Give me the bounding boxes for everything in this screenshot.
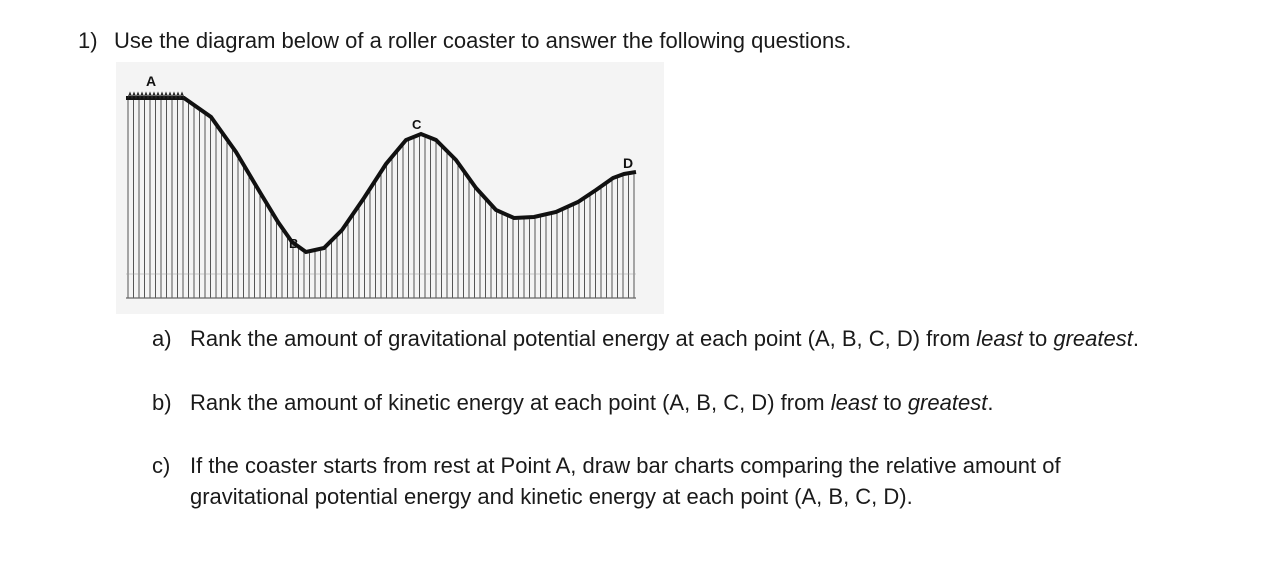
part-b [152, 387, 993, 418]
point-b-label: B [289, 236, 299, 251]
part-b-period: . [987, 390, 994, 415]
part-a [152, 323, 1139, 354]
part-c-letter: c) [152, 453, 171, 478]
part-a-to: to [1022, 326, 1054, 351]
part-a-text: Rank the amount of gravitational potential energy at each point (A, B, C, D) from [190, 326, 977, 351]
part-b-greatest: greatest [907, 390, 988, 415]
point-a-label: A [146, 73, 157, 89]
part-b-to: to [877, 390, 908, 415]
part-b-least: least [830, 390, 878, 415]
point-d-label: D [623, 155, 634, 171]
part-a-period: . [1132, 326, 1139, 351]
part-a-greatest: greatest [1053, 326, 1133, 351]
question-1 [78, 28, 851, 54]
question-number: 1) [78, 28, 98, 53]
question-text: Use the diagram below of a roller coaster to answer the following questions. [114, 28, 852, 53]
roller-coaster-diagram [116, 62, 664, 314]
point-c-label: C [412, 117, 422, 132]
part-a-letter: a) [152, 326, 172, 351]
part-c-line-1: If the coaster starts from rest at Point A, draw bar charts comparing the relative amount of [190, 453, 1061, 478]
part-b-letter: b) [152, 390, 172, 415]
part-c-line-2: gravitational potential energy and kinetic energy at each point (A, B, C, D). [190, 484, 913, 509]
part-b-text: Rank the amount of kinetic energy at each point (A, B, C, D) from [190, 390, 831, 415]
diagram-background [116, 62, 664, 314]
part-a-least: least [976, 326, 1023, 351]
part-c [152, 450, 1061, 512]
